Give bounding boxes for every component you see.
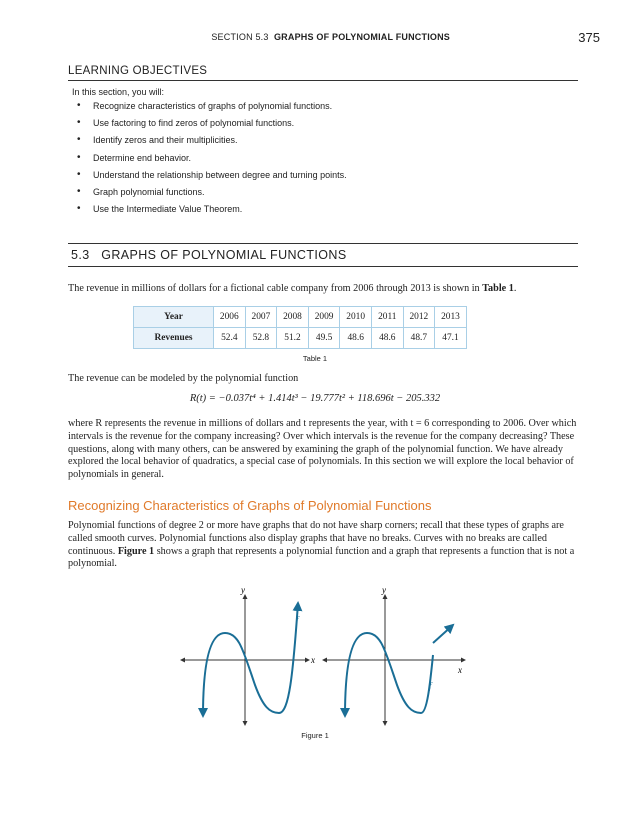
non-polynomial-branch [433, 625, 453, 643]
objective-item: • Understand the relationship between degree and turning points. [74, 170, 347, 187]
table-cell-year: 2012 [403, 307, 435, 328]
table-cell-year: 2007 [245, 307, 277, 328]
objective-item: • Identify zeros and their multiplicities. [74, 135, 347, 152]
table-cell-revenue: 51.2 [277, 328, 309, 349]
x-axis-label-left: x [311, 655, 315, 665]
revenue-table [133, 306, 467, 349]
table-header-year: Year [134, 307, 214, 328]
learning-objectives-intro: In this section, you will: [72, 87, 165, 97]
table-cell-revenue: 52.8 [245, 328, 277, 349]
x-axis-label-right: x [458, 665, 462, 675]
explanation-paragraph: where R represents the revenue in millions of dollars and t represents the year, with t = 6 corresponding to 2006. Over which intervals is the revenue for the company increasing? Over which intervals is the revenue for the company decreasing? These questions, along with many others, can be answered by examining the graph of the polynomial function. We have already explored the local behavior of quadratics, a special case of polynomials. In this section we will explore the local behavior of polynomials in general. [68, 418, 577, 481]
objective-item: • Use factoring to find zeros of polynomial functions. [74, 118, 347, 135]
model-paragraph: The revenue can be modeled by the polynomial function [68, 373, 299, 384]
table-cell-year: 2010 [340, 307, 372, 328]
table-cell-revenue: 48.6 [371, 328, 403, 349]
intro-paragraph-text: The revenue in millions of dollars for a fictional cable company from 2006 through 2013 is shown in [68, 283, 483, 294]
page-number: 375 [578, 30, 600, 45]
running-head-section [211, 32, 450, 42]
table-cell-revenue: 49.5 [308, 328, 340, 349]
table-reference[interactable]: Table 1 [482, 283, 514, 294]
objective-item: • Use the Intermediate Value Theorem. [74, 204, 347, 221]
objective-item: • Recognize characteristics of graphs of polynomial functions. [74, 101, 347, 118]
subsection-heading: Recognizing Characteristics of Graphs of Polynomial Functions [68, 498, 432, 513]
learning-objectives-list [74, 101, 347, 221]
running-head [0, 30, 630, 46]
table-header-revenue: Revenues [134, 328, 214, 349]
figure-caption: Figure 1 [301, 731, 329, 740]
figure-1-graphs [175, 585, 475, 727]
table-row-revenue [134, 328, 467, 349]
curve-label-right: f [429, 681, 432, 691]
objective-item: • Graph polynomial functions. [74, 187, 347, 204]
table-row-year [134, 307, 467, 328]
table-cell-year: 2013 [435, 307, 467, 328]
table-cell-revenue: 48.7 [403, 328, 435, 349]
table-cell-revenue: 52.4 [214, 328, 246, 349]
smooth-curves-paragraph [68, 520, 578, 571]
non-polynomial-curve [345, 633, 433, 716]
table-cell-year: 2009 [308, 307, 340, 328]
table-cell-revenue: 48.6 [340, 328, 372, 349]
section-label: SECTION 5.3 [211, 32, 269, 42]
learning-objectives-heading: LEARNING OBJECTIVES [68, 65, 578, 81]
intro-paragraph [68, 283, 578, 296]
revenue-equation: R(t) = −0.037t⁴ + 1.414t³ − 19.777t² + 118.696t − 205.332 [189, 393, 441, 404]
objective-item: • Determine end behavior. [74, 153, 347, 170]
y-axis-label-right: y [382, 585, 386, 595]
section-title: GRAPHS OF POLYNOMIAL FUNCTIONS [273, 32, 450, 42]
table-cell-revenue: 47.1 [435, 328, 467, 349]
section-heading [68, 243, 578, 267]
y-axis-label-left: y [241, 585, 245, 595]
table-cell-year: 2008 [277, 307, 309, 328]
figure-reference[interactable]: Figure 1 [117, 545, 155, 557]
section-heading-text: 5.3 GRAPHS OF POLYNOMIAL FUNCTIONS [71, 248, 347, 262]
smooth-curves-text-end: shows a graph that represents a polynomial function and a graph that represents a function that is not a polynomial. [68, 545, 575, 570]
intro-paragraph-end: . [513, 283, 517, 294]
smooth-curves-text: Polynomial functions of degree 2 or more have graphs that do not have sharp corners; recall that these types of graphs are called smooth curves. Polynomial functions also display graphs that have no breaks. Curves with no breaks are called continuous. [68, 520, 564, 557]
curve-label-left: f [296, 615, 299, 625]
table-cell-year: 2006 [214, 307, 246, 328]
table-cell-year: 2011 [371, 307, 403, 328]
table-caption: Table 1 [302, 354, 328, 363]
